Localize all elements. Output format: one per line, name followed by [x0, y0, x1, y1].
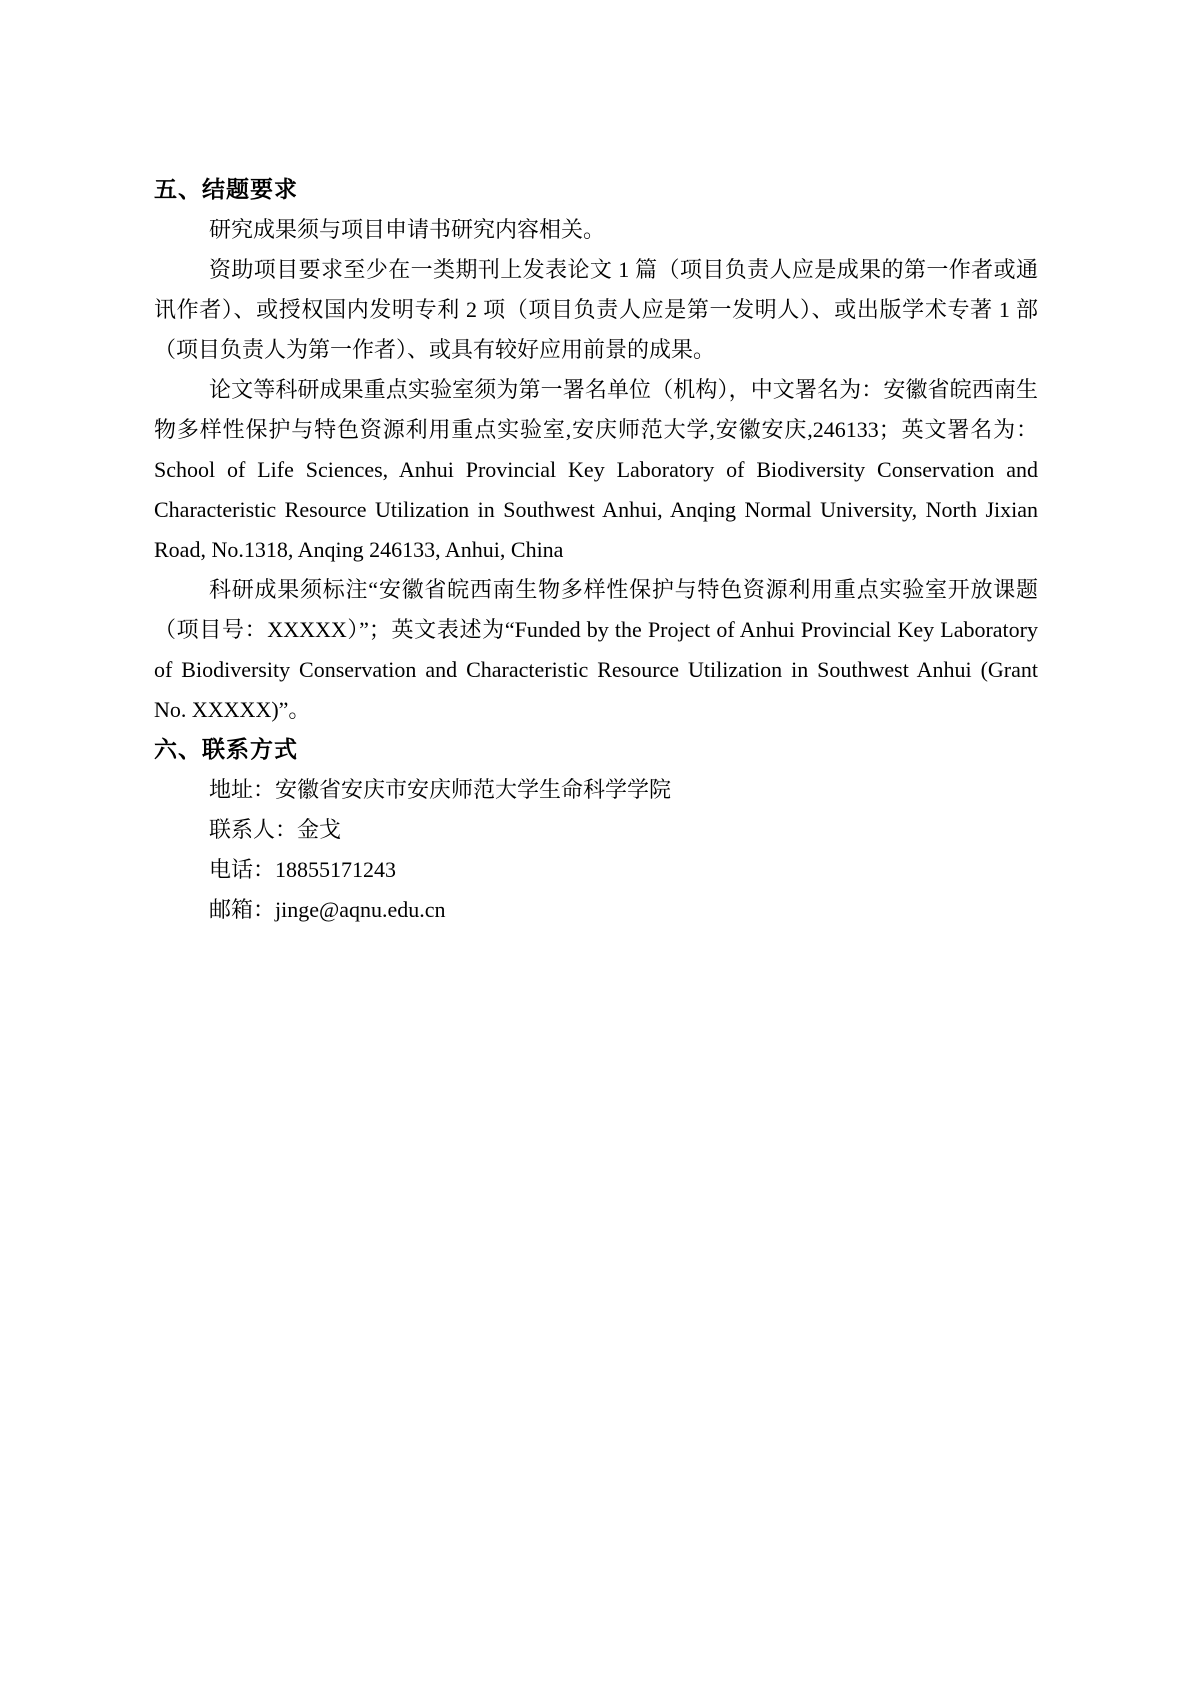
section-5-paragraph-3: 论文等科研成果重点实验室须为第一署名单位（机构），中文署名为：安徽省皖西南生物多样性保护与特色资源利用重点实验室,安庆师范大学,安徽安庆,246133；英文署名为：School of Life Sciences, Anhui Provincial Key Laboratory of Biodiversity Conservation and Characteristic Resource Utilization in Southwest Anhui, Anqing Normal University, North Jixian Road, No.1318, Anqing 246133, Anhui, China — [154, 377, 1038, 562]
section-6-heading: 六、联系方式 — [154, 737, 298, 762]
contact-phone-label: 电话： — [209, 857, 276, 882]
section-5-heading: 五、结题要求 — [154, 177, 298, 202]
contact-address-value: 安徽省安庆市安庆师范大学生命科学学院 — [275, 777, 672, 802]
section-5-paragraph-2: 资助项目要求至少在一类期刊上发表论文 1 篇（项目负责人应是成果的第一作者或通讯作者）、或授权国内发明专利 2 项（项目负责人应是第一发明人）、或出版学术专著 1 部（项目负责人为第一作者）、或具有较好应用前景的成果。 — [154, 257, 1038, 362]
contact-phone-line — [154, 850, 1038, 890]
contact-email-value: jinge@aqnu.edu.cn — [275, 897, 446, 922]
contact-address-label: 地址： — [209, 777, 276, 802]
contact-address-line — [154, 770, 1038, 810]
contact-email-line — [154, 890, 1038, 930]
contact-person-value: 金戈 — [297, 817, 342, 842]
contact-person-label: 联系人： — [209, 817, 298, 842]
contact-person-line — [154, 810, 1038, 850]
section-5-paragraph-1: 研究成果须与项目申请书研究内容相关。 — [209, 217, 606, 242]
contact-phone-value: 18855171243 — [275, 857, 397, 882]
section-5-paragraph-4: 科研成果须标注“安徽省皖西南生物多样性保护与特色资源利用重点实验室开放课题（项目号：XXXXX）”；英文表述为“Funded by the Project of Anhui Provincial Key Laboratory of Biodiversity Conservation and Characteristic Resource Utilization in Southwest Anhui (Grant No. XXXXX)”。 — [154, 577, 1038, 722]
contact-email-label: 邮箱： — [209, 897, 276, 922]
